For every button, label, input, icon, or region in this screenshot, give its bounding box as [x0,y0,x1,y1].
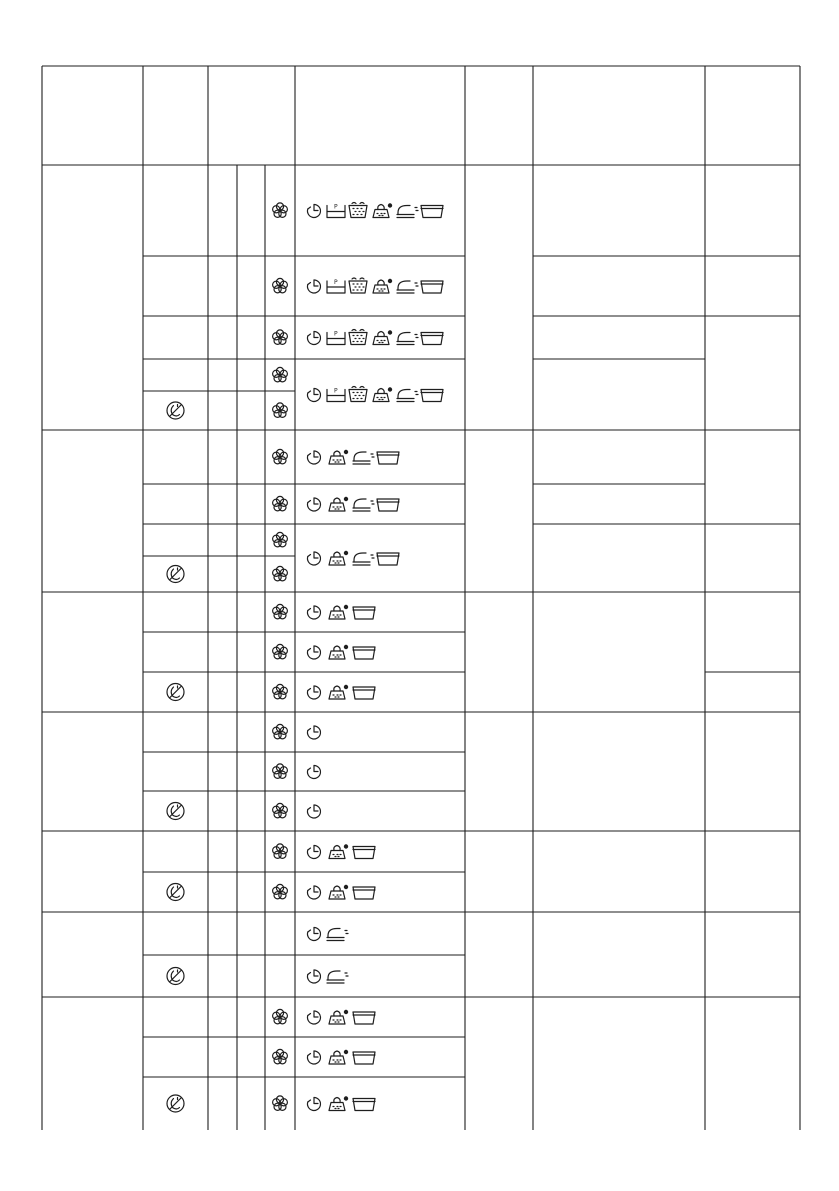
iron-icon [397,390,418,402]
no-detergent-icon [167,684,184,701]
iron-icon [397,281,418,293]
prewash-letter: P [334,330,338,338]
steam-icon [329,497,348,511]
timer-icon [307,846,320,859]
flower-icon [273,532,288,547]
steam-icon [329,685,348,699]
steam-icon [329,844,348,858]
steam-icon [329,885,348,899]
flower-icon [273,884,288,899]
steam-icon [329,551,348,565]
timer-icon [307,498,320,511]
no-detergent-icon [167,884,184,901]
steam-icon [329,645,348,659]
timer-icon [307,280,320,293]
flower-icon [273,764,288,779]
tub-icon [377,553,399,565]
timer-icon [307,726,320,739]
tub-icon [421,206,443,218]
flower-icon [273,1009,288,1024]
tub-icon [421,390,443,402]
tub-icon [353,607,375,619]
flower-icon [273,449,288,464]
timer-icon [307,552,320,565]
no-detergent-icon [167,402,184,419]
rinse-icon [349,387,367,402]
flower-icon [273,604,288,619]
tub-icon [353,647,375,659]
steam-icon [373,279,392,293]
tub-icon [353,847,375,859]
timer-icon [307,928,320,941]
timer-icon [307,1098,320,1111]
rinse-icon [349,278,367,293]
iron-icon [353,553,374,565]
flower-icon [273,496,288,511]
flower-icon [273,684,288,699]
iron-icon [397,333,418,345]
timer-icon [307,805,320,818]
steam-icon [373,387,392,401]
flower-icon [273,1049,288,1064]
tub-icon [421,333,443,345]
steam-icon [373,330,392,344]
no-detergent-icon [167,566,184,583]
flower-icon [273,803,288,818]
flower-icon [273,203,288,218]
flower-icon [273,367,288,382]
timer-icon [307,1051,320,1064]
timer-icon [307,606,320,619]
tub-icon [353,887,375,899]
timer-icon [307,646,320,659]
rinse-icon [349,203,367,218]
steam-icon [329,605,348,619]
timer-icon [307,766,320,779]
steam-icon [329,1010,348,1024]
timer-icon [307,970,320,983]
flower-icon [273,403,288,418]
no-detergent-icon [167,968,184,985]
flower-icon [273,330,288,345]
flower-icon [273,844,288,859]
timer-icon [307,451,320,464]
tub-icon [353,1012,375,1024]
iron-icon [353,499,374,511]
iron-icon [327,971,348,983]
timer-icon [307,886,320,899]
no-detergent-icon [167,1095,184,1112]
flower-icon [273,1096,288,1111]
tub-icon [353,1099,375,1111]
flower-icon [273,566,288,581]
steam-icon [329,1050,348,1064]
tub-icon [353,1052,375,1064]
tub-icon [377,499,399,511]
iron-icon [397,206,418,218]
timer-icon [307,205,320,218]
tub-icon [353,687,375,699]
timer-icon [307,332,320,345]
timer-icon [307,686,320,699]
prewash-letter: P [334,203,338,211]
tub-icon [377,452,399,464]
prewash-letter: P [334,387,338,395]
tub-icon [421,281,443,293]
prewash-letter: P [334,279,338,286]
steam-icon [329,450,348,464]
steam-icon [373,203,392,217]
timer-icon [307,389,320,402]
iron-icon [353,452,374,464]
flower-icon [273,644,288,659]
no-detergent-icon [167,803,184,820]
timer-icon [307,1011,320,1024]
iron-icon [327,929,348,941]
rinse-icon [349,330,367,345]
steam-icon [329,1096,348,1110]
flower-icon [273,278,288,293]
flower-icon [273,724,288,739]
